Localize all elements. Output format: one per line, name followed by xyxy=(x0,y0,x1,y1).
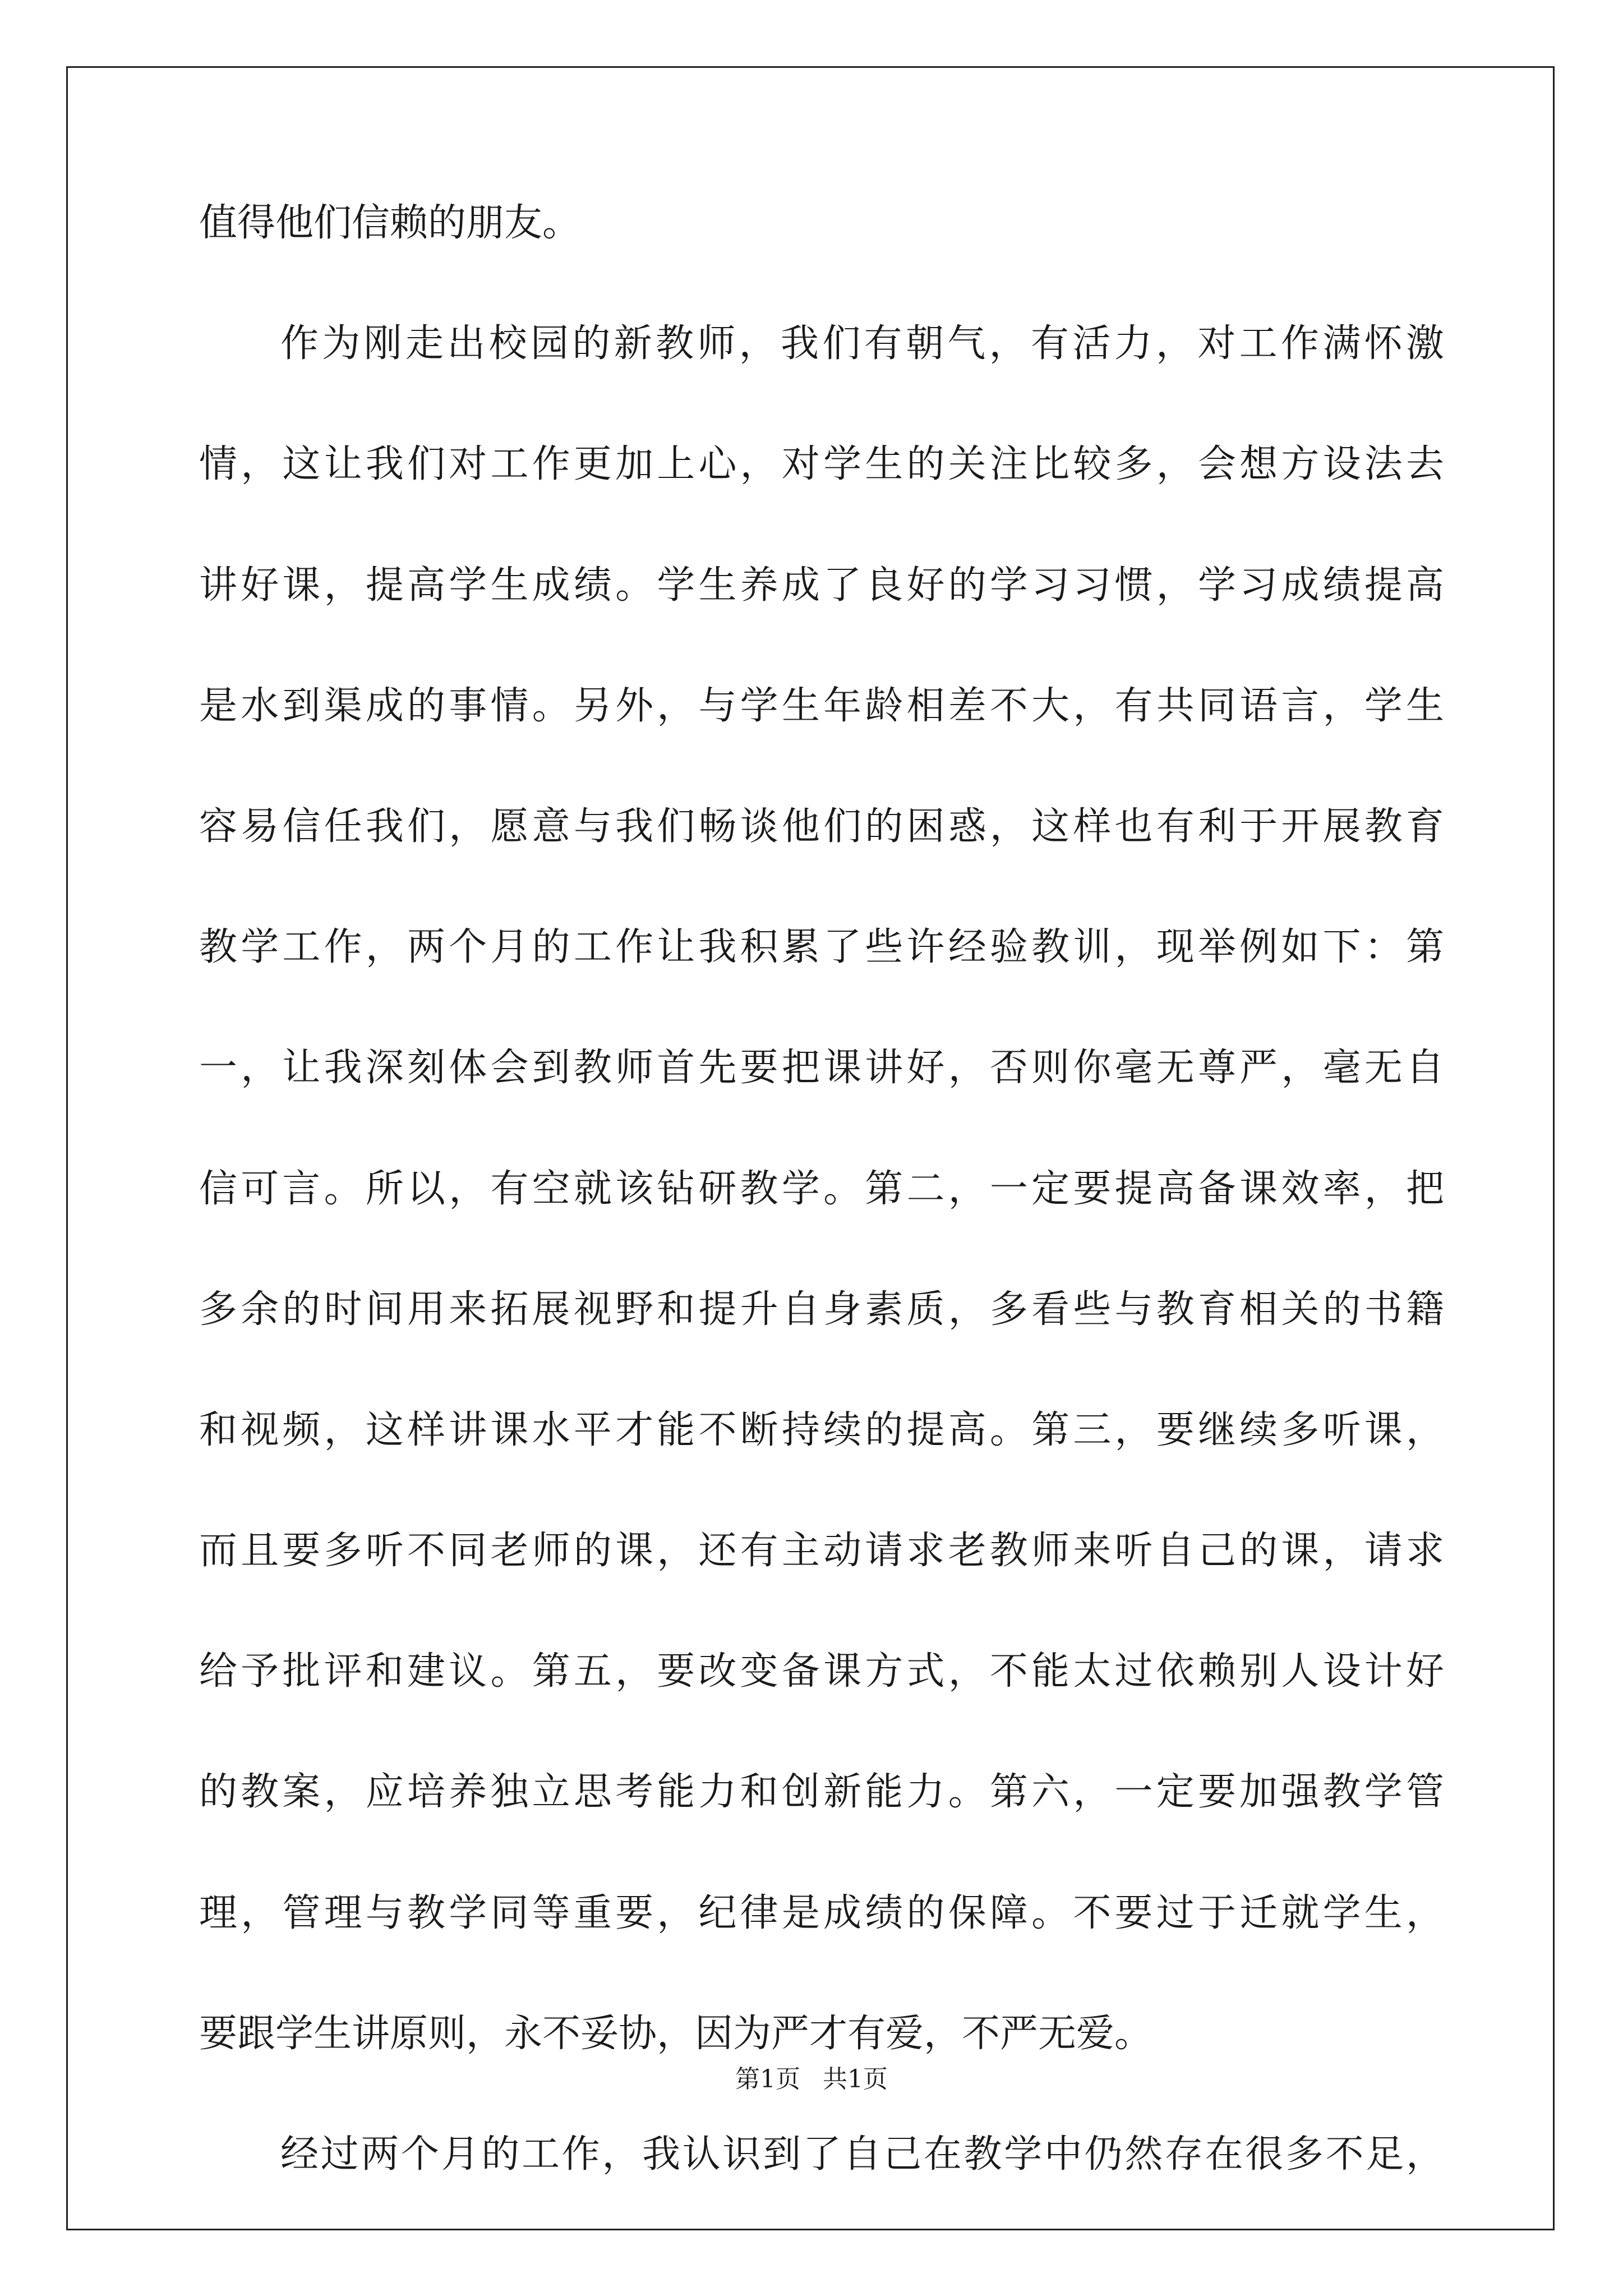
text-line: 要跟学生讲原则，永不妥协，因为严才有爱，不严无爱。 xyxy=(199,2011,1153,2056)
text-line: 值得他们信赖的朋友。 xyxy=(199,201,581,245)
page-footer xyxy=(0,2059,1623,2095)
text-line: 容易信任我们，愿意与我们畅谈他们的困惑，这样也有利于开展教育 xyxy=(199,804,1444,849)
text-line: 作为刚走出校园的新教师，我们有朝气，有活力，对工作满怀激 xyxy=(280,321,1444,366)
text-line: 的教案，应培养独立思考能力和创新能力。第六，一定要加强教学管 xyxy=(199,1770,1444,1815)
text-line: 信可言。所以，有空就该钻研教学。第二，一定要提高备课效率，把 xyxy=(199,1166,1444,1211)
text-line: 经过两个月的工作，我认识到了自己在教学中仍然存在很多不足， xyxy=(280,2132,1444,2177)
text-line: 多余的时间用来拓展视野和提升自身素质，多看些与教育相关的书籍 xyxy=(199,1287,1444,1332)
page-number: 第1页 xyxy=(735,2065,800,2093)
text-line: 而且要多听不同老师的课，还有主动请求老教师来听自己的课，请求 xyxy=(199,1529,1444,1573)
text-line: 一，让我深刻体会到教师首先要把课讲好，否则你毫无尊严，毫无自 xyxy=(199,1046,1444,1091)
text-line: 和视频，这样讲课水平才能不断持续的提高。第三，要继续多听课， xyxy=(199,1407,1444,1452)
text-line: 情，这让我们对工作更加上心，对学生的关注比较多，会想方设法去 xyxy=(199,442,1444,487)
text-line: 给予批评和建议。第五，要改变备课方式，不能太过依赖别人设计好 xyxy=(199,1649,1444,1694)
text-line: 理，管理与教学同等重要，纪律是成绩的保障。不要过于迁就学生， xyxy=(199,1890,1444,1935)
text-line: 是水到渠成的事情。另外，与学生年龄相差不大，有共同语言，学生 xyxy=(199,683,1444,728)
text-line: 教学工作，两个月的工作让我积累了些许经验教训，现举例如下：第 xyxy=(199,925,1444,970)
text-line: 讲好课，提高学生成绩。学生养成了良好的学习习惯，学习成绩提高 xyxy=(199,563,1444,608)
total-pages: 共1页 xyxy=(823,2065,888,2093)
document-body xyxy=(199,201,1444,2253)
